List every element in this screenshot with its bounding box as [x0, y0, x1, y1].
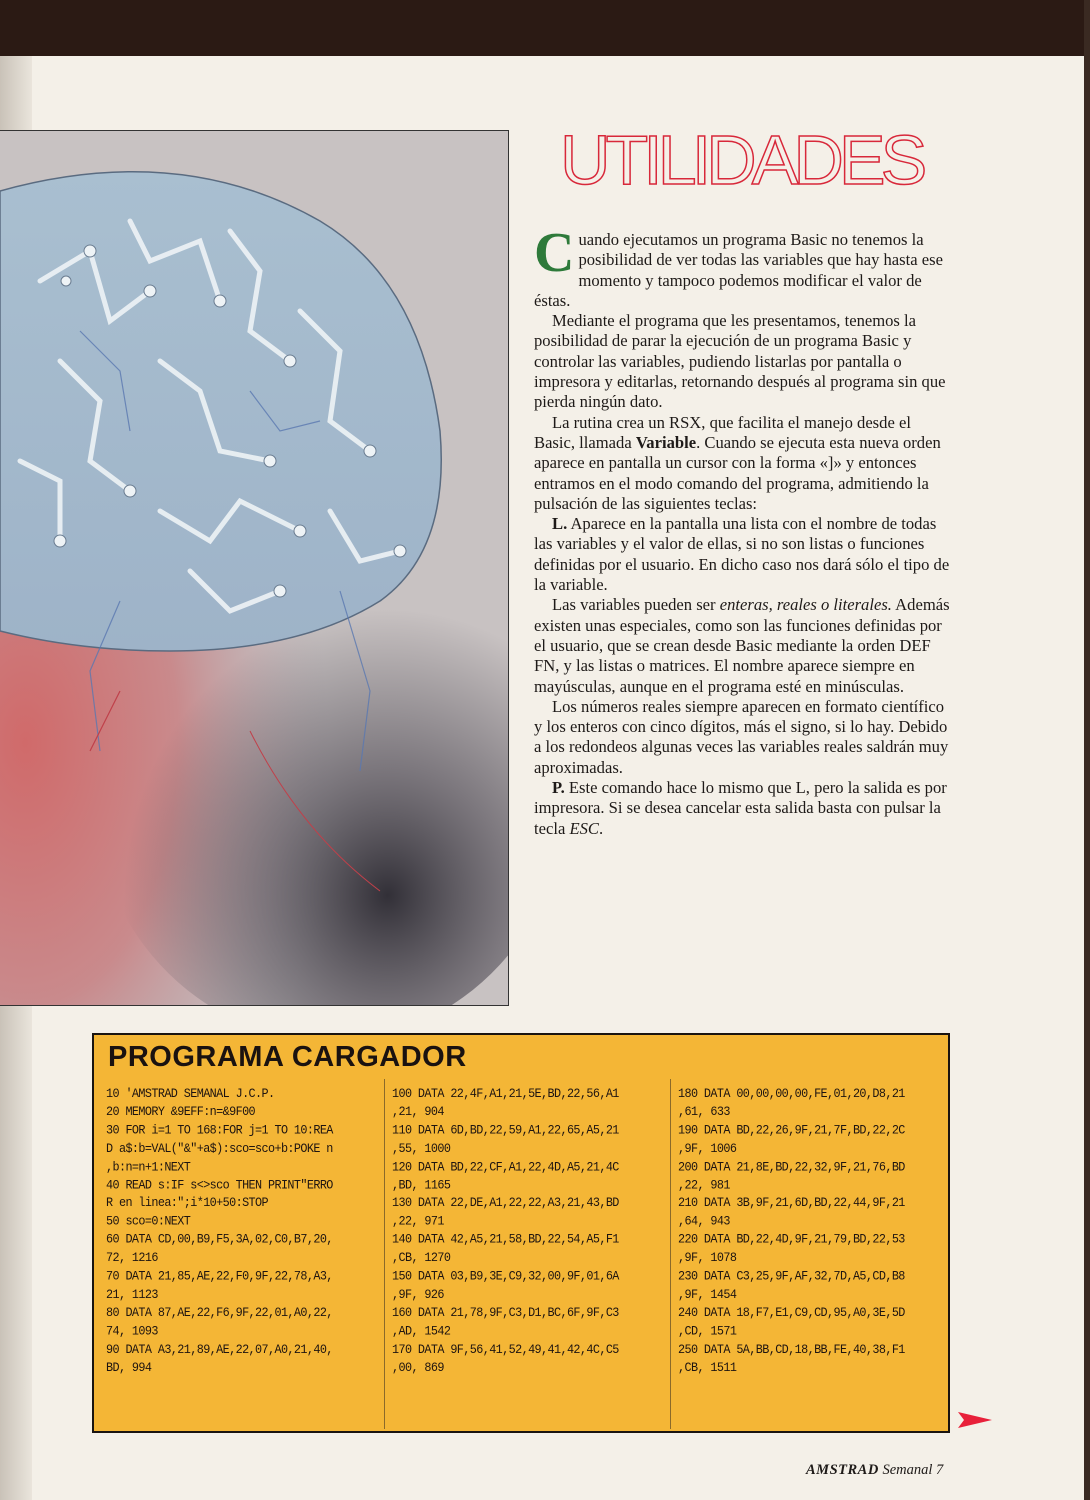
code-line: 72, 1216	[106, 1250, 158, 1266]
code-line: 40 READ s:IF s<>sco THEN PRINT"ERRO	[106, 1177, 333, 1193]
paragraph-text: Mediante el programa que les presentamos, tenemos la posibilidad de parar la ejecución de un programa Basic y controlar las variables, pudiendo listarlas por pantalla o impresora y editarlas, retornando después al programa sin que pierda ningún dato.	[534, 311, 946, 412]
code-line: ,b:n=n+1:NEXT	[106, 1159, 191, 1175]
code-line: 10 'AMSTRAD SEMANAL J.C.P.	[106, 1086, 275, 1102]
code-line: 170 DATA 9F,56,41,52,49,41,42,4C,C5	[392, 1341, 619, 1357]
code-line: ,9F, 1078	[678, 1250, 737, 1266]
code-line: 120 DATA BD,22,CF,A1,22,4D,A5,21,4C	[392, 1159, 619, 1175]
code-line: 230 DATA C3,25,9F,AF,32,7D,A5,CD,B8	[678, 1268, 905, 1284]
listing-column-1	[106, 1085, 376, 1377]
code-line: BD, 994	[106, 1359, 152, 1376]
code-line: 20 MEMORY &9EFF:n=&9F00	[106, 1104, 256, 1120]
code-line: ,22, 971	[392, 1213, 444, 1230]
program-listing-box	[92, 1033, 950, 1433]
footer-page-number: 7	[936, 1462, 944, 1478]
code-line: 30 FOR i=1 TO 168:FOR j=1 TO 10:REA	[106, 1122, 333, 1138]
paragraph-text: Este comando hace lo mismo que L, pero la salida es por impresora. Si se desea cancelar esta salida basta con pulsar la tecla	[534, 778, 947, 838]
article-paragraph	[534, 311, 950, 412]
code-line: 90 DATA A3,21,89,AE,22,07,A0,21,40,	[106, 1341, 333, 1357]
code-line: 110 DATA 6D,BD,22,59,A1,22,65,A5,21	[392, 1122, 619, 1138]
scan-right-edge	[1084, 0, 1090, 1500]
paragraph-text: .	[598, 818, 604, 838]
code-line: 250 DATA 5A,BB,CD,18,BB,FE,40,38,F1	[678, 1341, 905, 1357]
code-line: 130 DATA 22,DE,A1,22,22,A3,21,43,BD	[392, 1195, 619, 1211]
drop-cap: C	[534, 222, 575, 284]
code-line: ,9F, 926	[392, 1286, 444, 1303]
column-divider	[384, 1079, 385, 1429]
footer-magazine: AMSTRAD	[806, 1462, 879, 1478]
code-line: 80 DATA 87,AE,22,F6,9F,22,01,A0,22,	[106, 1305, 333, 1321]
article-paragraph	[534, 413, 950, 514]
code-line: ,00, 869	[392, 1359, 444, 1376]
rsx-name: Variable	[635, 432, 697, 452]
code-line: ,61, 633	[678, 1104, 730, 1120]
code-line: ,64, 943	[678, 1213, 730, 1230]
scan-top-edge	[0, 0, 1090, 58]
code-line: 74, 1093	[106, 1323, 158, 1339]
code-line: ,55, 1000	[392, 1140, 451, 1156]
code-line: 150 DATA 03,B9,3E,C9,32,00,9F,01,6A	[392, 1268, 619, 1284]
circuit-brain-drawing	[0, 131, 508, 1005]
page-headline: UTILIDADES	[560, 121, 923, 199]
code-line: 60 DATA CD,00,B9,F5,3A,02,C0,B7,20,	[106, 1232, 333, 1248]
code-line: 21, 1123	[106, 1286, 158, 1303]
paragraph-text: Las variables pueden ser	[552, 595, 720, 615]
command-key-p: P.	[552, 778, 565, 798]
code-line: 100 DATA 22,4F,A1,21,5E,BD,22,56,A1	[392, 1086, 619, 1102]
paragraph-text: . Cuando se ejecuta esta nueva orden aparece en pantalla un cursor con la forma «]» y entonces entramos en el modo comando del programa, admitiendo la pulsación de las siguientes teclas:	[534, 432, 941, 513]
footer-section: Semanal	[882, 1462, 933, 1478]
paragraph-text: uando ejecutamos un programa Basic no tenemos la posibilidad de ver todas las variables que hay hasta ese momento y tampoco podemos modificar el valor de éstas.	[534, 230, 943, 310]
code-line: R en linea:";i*10+50:STOP	[106, 1195, 268, 1211]
variable-types: enteras, reales o literales.	[719, 595, 892, 615]
article-paragraph	[534, 595, 950, 696]
code-line: 70 DATA 21,85,AE,22,F0,9F,22,78,A3,	[106, 1268, 333, 1284]
page-footer	[806, 1462, 943, 1479]
continue-arrow-icon	[958, 1410, 992, 1430]
paragraph-text: Los números reales siempre aparecen en formato científico y los enteros con cinco dígitos, más el signo, si lo hay. Debido a los redondeos algunas veces las variables reales saldrán muy aproximadas.	[534, 696, 949, 777]
code-line: D a$:b=VAL("&"+a$):sco=sco+b:POKE n	[106, 1140, 333, 1156]
code-line: ,21, 904	[392, 1104, 444, 1120]
code-line: 160 DATA 21,78,9F,C3,D1,BC,6F,9F,C3	[392, 1305, 619, 1321]
article-paragraph	[534, 697, 950, 778]
code-line: ,22, 981	[678, 1177, 730, 1193]
circuit-head-illustration	[0, 130, 509, 1006]
column-divider	[670, 1079, 671, 1429]
code-line: 240 DATA 18,F7,E1,C9,CD,95,A0,3E,5D	[678, 1305, 905, 1321]
paragraph-text: Aparece en la pantalla una lista con el nombre de todas las variables y el valor de ellas, si no son listas o funciones definidas por el usuario. En dicho caso nos dará sólo el tipo de la variable.	[534, 514, 950, 595]
code-line: ,CB, 1511	[678, 1359, 737, 1376]
code-line: 50 sco=0:NEXT	[106, 1213, 191, 1230]
code-line: 220 DATA BD,22,4D,9F,21,79,BD,22,53	[678, 1232, 905, 1248]
article-body	[534, 222, 950, 839]
listing-column-3	[678, 1085, 948, 1377]
listing-title: PROGRAMA CARGADOR	[108, 1041, 467, 1073]
code-line: ,CB, 1270	[392, 1250, 451, 1266]
esc-key: ESC	[569, 818, 599, 838]
code-line: 190 DATA BD,22,26,9F,21,7F,BD,22,2C	[678, 1122, 905, 1138]
article-paragraph	[534, 514, 950, 595]
code-line: ,9F, 1006	[678, 1140, 737, 1156]
code-line: 210 DATA 3B,9F,21,6D,BD,22,44,9F,21	[678, 1195, 905, 1211]
article-paragraph-intro	[534, 222, 950, 311]
article-paragraph	[534, 778, 950, 839]
code-line: ,9F, 1454	[678, 1286, 737, 1303]
paragraph-text: La rutina crea un RSX, que facilita el manejo desde el Basic, llamada	[534, 412, 911, 452]
code-line: 200 DATA 21,8E,BD,22,32,9F,21,76,BD	[678, 1159, 905, 1175]
code-line: 140 DATA 42,A5,21,58,BD,22,54,A5,F1	[392, 1232, 619, 1248]
paragraph-text: Además existen unas especiales, como son las funciones definidas por el usuario, que se crean desde Basic mediante la orden DEF FN, y las listas o matrices. El nombre aparece siempre en mayúsculas, aunque en el programa esté en minúsculas.	[534, 595, 950, 696]
code-line: ,BD, 1165	[392, 1177, 451, 1193]
command-key-l: L.	[552, 514, 568, 534]
listing-column-2	[392, 1085, 662, 1377]
code-line: ,AD, 1542	[392, 1323, 451, 1339]
code-line: 180 DATA 00,00,00,00,FE,01,20,D8,21	[678, 1086, 905, 1102]
code-line: ,CD, 1571	[678, 1323, 737, 1339]
